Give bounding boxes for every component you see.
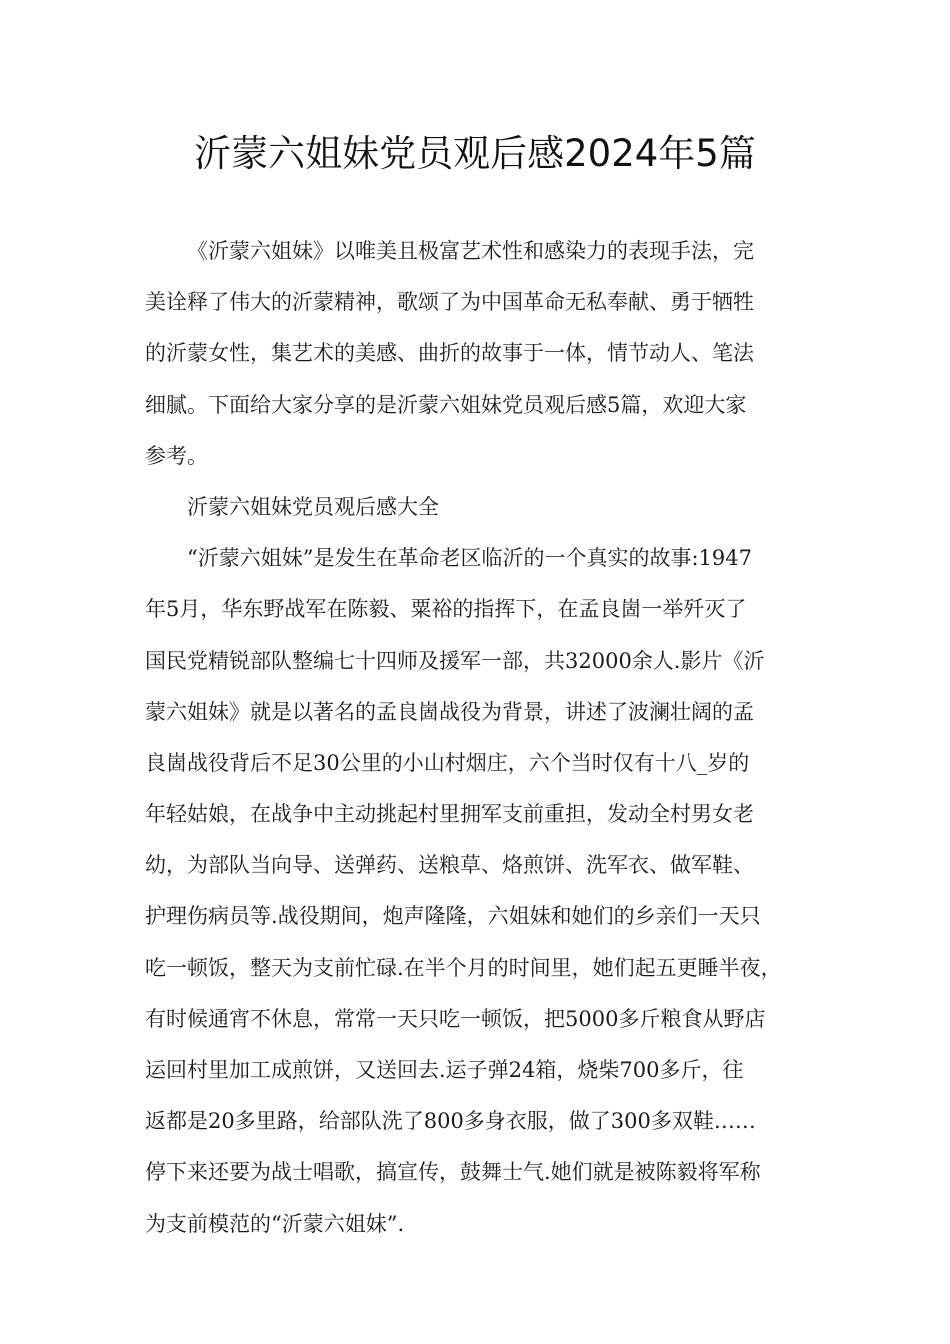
text-line: 返都是20多里路，给部队洗了800多身衣服，做了300多双鞋…… [145,1109,756,1134]
text-line: 沂蒙六姐妹党员观后感大全 [187,494,439,519]
text-line: 吃一顿饭，整天为支前忙碌.在半个月的时间里，她们起五更睡半夜， [145,955,782,980]
text-line: 蒙六姐妹》就是以著名的孟良崮战役为背景，讲述了波澜壮阔的孟 [145,699,754,724]
text-line: 良崮战役背后不足30公里的小山村烟庄，六个当时仅有十八_岁的 [145,750,750,775]
text-line: 幼，为部队当向导、送弹药、送粮草、烙煎饼、洗军衣、做军鞋、 [145,853,754,878]
text-line: 停下来还要为战士唱歌，搞宣传，鼓舞士气.她们就是被陈毅将军称 [145,1160,761,1185]
text-line: 年5月，华东野战军在陈毅、粟裕的指挥下，在孟良崮一举歼灭了 [145,597,747,622]
text-line: 有时候通宵不休息，常常一天只吃一顿饭，把5000多斤粮食从野店 [145,1006,766,1031]
text-line: 国民党精锐部队整编七十四师及援军一部，共32000余人.影片《沂 [145,648,765,673]
text-line: 的沂蒙女性，集艺术的美感、曲折的故事于一体，情节动人、笔法 [145,341,754,366]
document-title: 沂蒙六姐妹党员观后感2024年5篇 [194,132,756,175]
text-line: 运回村里加工成煎饼，又送回去.运子弹24箱，烧柴700多斤，往 [145,1058,744,1082]
document-body [145,226,825,1250]
text-line: 《沂蒙六姐妹》以唯美且极富艺术性和感染力的表现手法，完 [187,239,754,263]
text-line: 为支前模范的“沂蒙六姐妹”. [145,1211,405,1236]
text-line: 护理伤病员等.战役期间，炮声隆隆，六姐妹和她们的乡亲们一天只 [145,904,761,929]
text-line: 参考。 [145,443,208,468]
text-line: 美诠释了伟大的沂蒙精神，歌颂了为中国革命无私奉献、勇于牺牲 [145,290,754,315]
text-line: “沂蒙六姐妹”是发生在革命老区临沂的一个真实的故事:1947 [187,546,752,571]
text-line: 年轻姑娘，在战争中主动挑起村里拥军支前重担，发动全村男女老 [145,802,754,827]
text-line: 细腻。下面给大家分享的是沂蒙六姐妹党员观后感5篇，欢迎大家 [145,392,747,417]
